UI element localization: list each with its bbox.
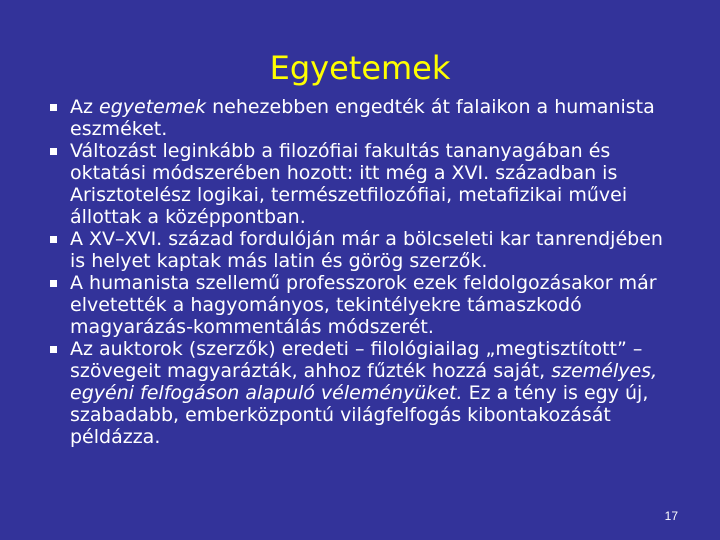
bullet-text bbox=[70, 96, 655, 140]
bullet-item bbox=[50, 228, 680, 272]
bullet-text-segment: nehezebben engedték át falaikon a humanista eszméket. bbox=[70, 96, 655, 140]
bullet-text bbox=[70, 228, 663, 272]
bullet-item bbox=[50, 338, 680, 448]
bullet-text-segment-italic: személyes, egyéni felfogáson alapuló véleményüket. bbox=[70, 360, 658, 404]
bullet-list bbox=[50, 96, 680, 448]
bullet-text-segment: Változást leginkább a filozófiai fakultás tananyagában és oktatási módszerében hozott: itt még a XVI. században is Arisztotelész logikai, természetfilozófiai, metafizikai művei állottak a középpontban. bbox=[70, 140, 628, 228]
bullet-text-segment: Az auktorok (szerzők) eredeti – filológiailag „megtisztított” – szövegeit magyarázták, ahhoz fűzték hozzá saját, bbox=[70, 338, 643, 382]
square-bullet-icon bbox=[50, 236, 57, 243]
bullet-text-segment: Az bbox=[70, 96, 100, 118]
square-bullet-icon bbox=[50, 148, 57, 155]
bullet-text bbox=[70, 338, 657, 448]
bullet-text-segment: A XV–XVI. század fordulóján már a bölcseleti kar tanrendjében is helyet kaptak más latin és görög szerzők. bbox=[70, 228, 663, 272]
bullet-text-segment: A humanista szellemű professzorok ezek feldolgozásakor már elvetették a hagyományos, tekintélyekre támaszkodó magyarázás-kommentálás módszerét. bbox=[70, 272, 657, 338]
bullet-item bbox=[50, 272, 680, 338]
bullet-text bbox=[70, 272, 657, 338]
page-number: 17 bbox=[664, 509, 678, 523]
bullet-text-segment-italic: egyetemek bbox=[99, 96, 207, 118]
square-bullet-icon bbox=[50, 280, 57, 287]
bullet-text-segment: Ez a tény is egy új, szabadabb, emberközpontú világfelfogás kibontakozását példázza. bbox=[70, 382, 649, 448]
bullet-item bbox=[50, 96, 680, 140]
square-bullet-icon bbox=[50, 104, 57, 111]
slide-title: Egyetemek bbox=[269, 49, 451, 87]
bullet-text bbox=[70, 140, 627, 228]
square-bullet-icon bbox=[50, 346, 57, 353]
bullet-item bbox=[50, 140, 680, 228]
